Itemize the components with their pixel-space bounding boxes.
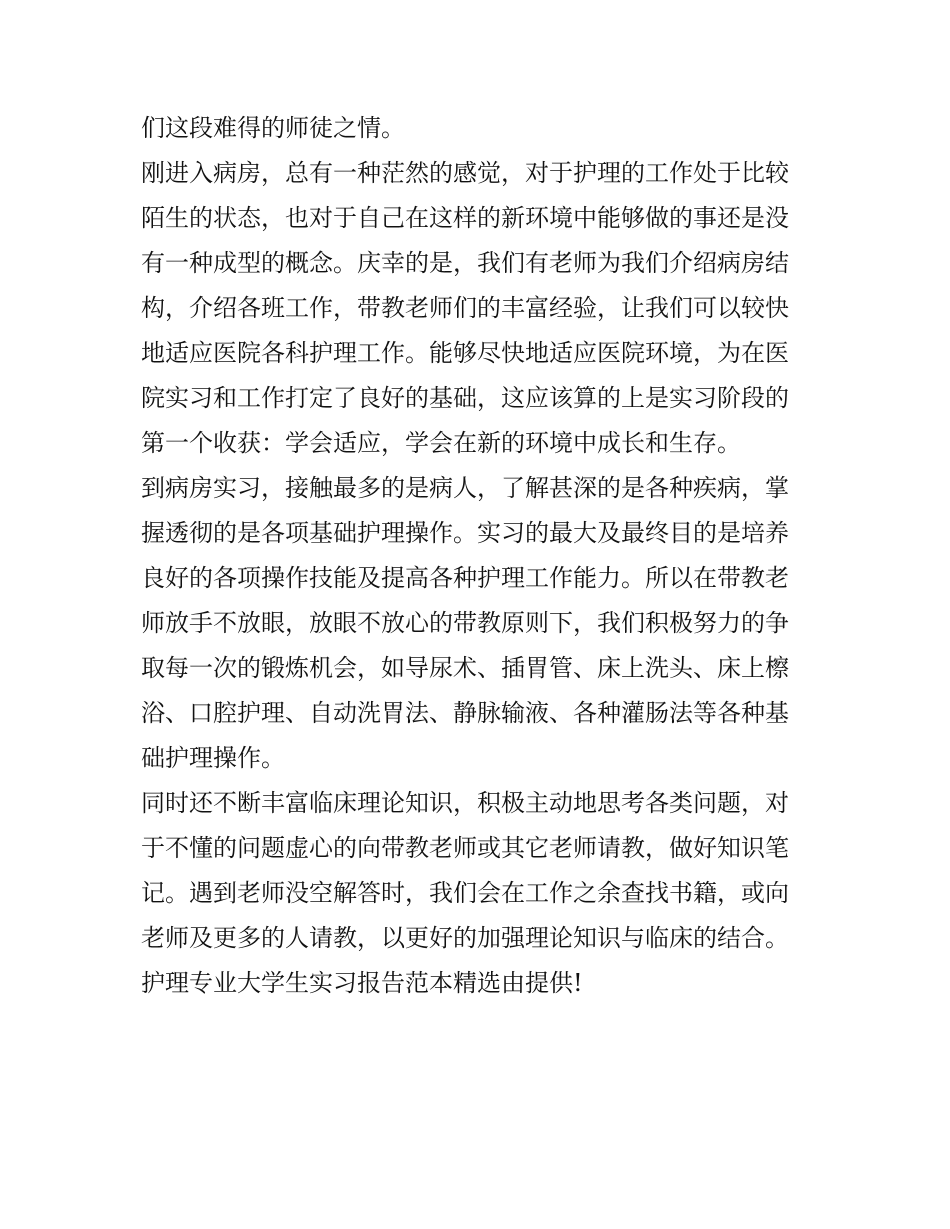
text-line: 第一个收获：学会适应，学会在新的环境中成长和生存。 xyxy=(141,429,741,457)
text-line: 院实习和工作打定了良好的基础，这应该算的上是实习阶段的 xyxy=(141,384,789,412)
text-line: 有一种成型的概念。庆幸的是，我们有老师为我们介绍病房结 xyxy=(141,249,789,277)
text-line: 老师及更多的人请教，以更好的加强理论知识与临床的结合。 xyxy=(141,924,789,952)
text-line: 础护理操作。 xyxy=(141,744,285,772)
text-line: 于不懂的问题虚心的向带教老师或其它老师请教，做好知识笔 xyxy=(141,834,789,862)
text-line: 记。遇到老师没空解答时，我们会在工作之余查找书籍，或向 xyxy=(141,879,789,907)
text-line: 浴、口腔护理、自动洗胃法、静脉输液、各种灌肠法等各种基 xyxy=(141,699,789,727)
text-line: 构，介绍各班工作，带教老师们的丰富经验，让我们可以较快 xyxy=(141,294,789,322)
text-line: 陌生的状态，也对于自己在这样的新环境中能够做的事还是没 xyxy=(141,204,789,232)
text-line: 刚进入病房，总有一种茫然的感觉，对于护理的工作处于比较 xyxy=(141,159,789,187)
text-line: 取每一次的锻炼机会，如导尿术、插胃管、床上洗头、床上檫 xyxy=(141,654,789,682)
text-line: 们这段难得的师徒之情。 xyxy=(141,114,405,142)
text-line: 护理专业大学生实习报告范本精选由提供! xyxy=(141,969,583,997)
document-body xyxy=(141,106,821,1006)
text-line: 师放手不放眼，放眼不放心的带教原则下，我们积极努力的争 xyxy=(141,609,789,637)
text-line: 握透彻的是各项基础护理操作。实习的最大及最终目的是培养 xyxy=(141,519,789,547)
text-line: 良好的各项操作技能及提高各种护理工作能力。所以在带教老 xyxy=(141,564,789,592)
text-line: 同时还不断丰富临床理论知识，积极主动地思考各类问题，对 xyxy=(141,789,789,817)
text-line: 地适应医院各科护理工作。能够尽快地适应医院环境，为在医 xyxy=(141,339,789,367)
text-line: 到病房实习，接触最多的是病人，了解甚深的是各种疾病，掌 xyxy=(141,474,789,502)
